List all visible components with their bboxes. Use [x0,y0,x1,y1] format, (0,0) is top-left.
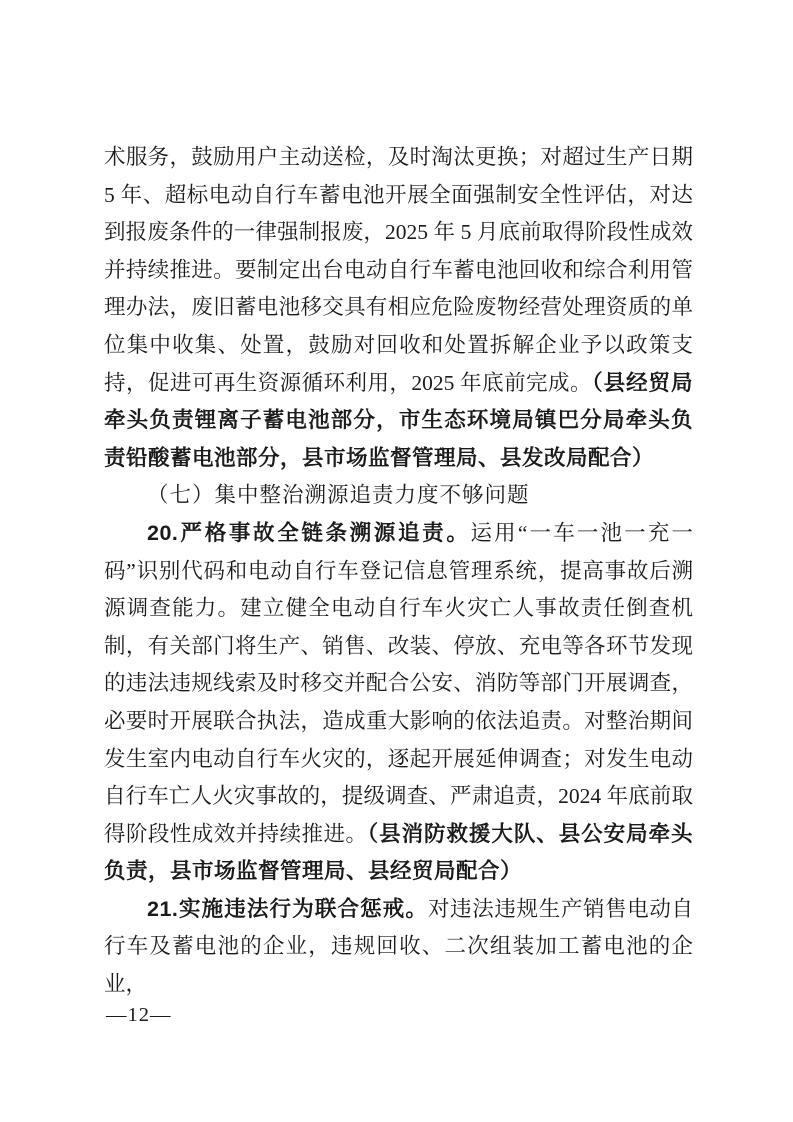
section-heading-text: （七）集中整治溯源追责力度不够问题 [147,483,530,508]
item-20-title: 20.严格事故全链条溯源追责。 [147,520,471,545]
page-number: —12— [106,1004,172,1026]
responsible-units-note: （县经贸局牵头负责锂离子蓄电池部分，市生态环境局镇巴分局牵头负责铅酸蓄电池部分，县市场监督管理局、县发改局配合） [104,370,693,470]
paragraph-battery-scrap-recycle [104,139,693,477]
body-text: 运用“一车一池一充一码”识别代码和电动自行车登记信息管理系统，提高事故后溯源调查能力。建立健全电动自行车火灾亡人事故责任倒查机制，有关部门将生产、销售、改装、停放、充电等各环节发现的违法违规线索及时移交并配合公安、消防等部门开展调查，必要时开展联合执法，造成重大影响的依法追责。对整治期间发生室内电动自行车火灾的，逐起开展延伸调查；对发生电动自行车亡人火灾事故的，提级调查、严肃追责，2024 年底前取得阶段性成效并持续推进。 [104,520,694,846]
item-21-title: 21.实施违法行为联合惩戒。 [147,896,429,921]
paragraph-item-21 [104,891,693,1004]
responsible-units-note: （县消防救援大队、县公安局牵头负责，县市场监督管理局、县经贸局配合） [104,821,693,884]
page-content [104,139,693,1004]
body-text: 对违法违规生产销售电动自行车及蓄电池的企业，违规回收、二次组装加工蓄电池的企业， [104,896,693,997]
paragraph-item-20 [104,515,693,891]
section-heading-7 [104,477,693,515]
body-text: 术服务，鼓励用户主动送检，及时淘汰更换；对超过生产日期 5 年、超标电动自行车蓄电池开展全面强制安全性评估，对达到报废条件的一律强制报废，2025 年 5 月底前取得阶段性成效并持续推进。要制定出台电动自行车蓄电池回收和综合利用管理办法，废旧蓄电池移交具有相应危险废物经营处理资质的单位集中收集、处置，鼓励对回收和处置拆解企业予以政策支持，促进可再生资源循环利用，2025 年底前完成。 [104,145,693,395]
